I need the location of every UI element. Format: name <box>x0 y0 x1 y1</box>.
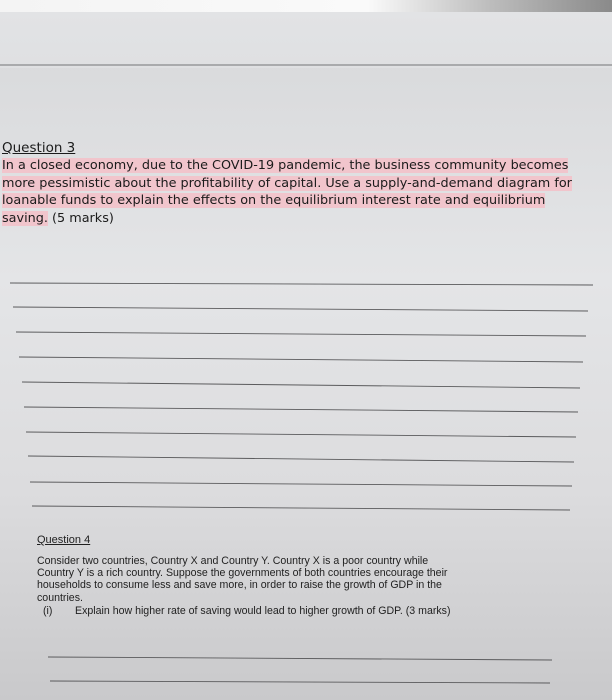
question-4-item-i <box>37 605 567 617</box>
question-4-line-2: Country Y is a rich country. Suppose the governments of both countries encourage their <box>37 567 448 580</box>
question-4-text <box>37 555 567 604</box>
question-3-block <box>2 140 608 227</box>
question-4-title: Question 4 <box>37 534 91 546</box>
answer-line <box>16 332 586 336</box>
answer-line <box>48 657 552 660</box>
question-3-marks: (5 marks) <box>47 210 114 226</box>
question-3-line-2: more pessimistic about the profitability of capital. Use a supply-and-demand diagram for <box>2 175 572 191</box>
question-3-line-3: loanable funds to explain the effects on the equilibrium interest rate and equilibrium <box>2 193 546 208</box>
question-4-line-3: households to consume less and save more, in order to raise the growth of GDP in the <box>37 579 442 592</box>
answer-line <box>24 407 578 412</box>
page-top-shadow <box>0 12 612 68</box>
answer-line <box>13 307 588 311</box>
question-3-title: Question 3 <box>2 140 76 156</box>
answer-line <box>50 681 550 683</box>
question-3-text <box>2 157 606 227</box>
question-3-line-1: In a closed economy, due to the COVID-19 pandemic, the business community becomes <box>2 158 569 173</box>
answer-line <box>19 357 583 362</box>
page-fold-line <box>0 64 612 66</box>
answer-line <box>22 382 580 388</box>
question-4-block <box>37 533 567 617</box>
answer-line <box>30 482 572 486</box>
answer-line <box>32 506 570 510</box>
top-edge <box>0 0 612 12</box>
question-4-item-text: Explain how higher rate of saving would lead to higher growth of GDP. (3 marks) <box>75 604 451 617</box>
question-3-line-4-highlight: saving. <box>2 210 48 226</box>
question-4-line-1: Consider two countries, Country X and Country Y. Country X is a poor country while <box>37 555 429 567</box>
question-4-line-4: countries. <box>37 591 83 604</box>
answer-line <box>26 432 576 437</box>
answer-line <box>10 283 593 285</box>
question-4-item-number: (i) <box>43 604 53 617</box>
answer-line <box>28 456 574 462</box>
